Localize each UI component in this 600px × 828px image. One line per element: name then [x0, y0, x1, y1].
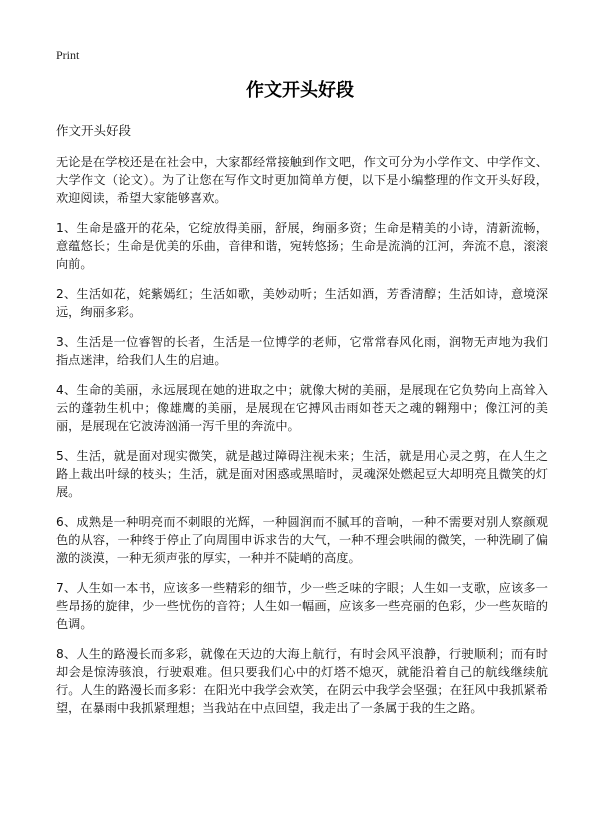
- document-title: 作文开头好段: [246, 80, 354, 101]
- document-body: [56, 122, 548, 729]
- paragraph-6: 6、成熟是一种明亮而不刺眼的光辉，一种圆润而不腻耳的音响，一种不需要对别人察颜观色的从容，一种终于停止了向周围申诉求告的大气，一种不理会哄闹的微笑，一种洗刷了偏激的淡漠，一种无须声张的厚实，一种并不陡峭的高度。: [56, 515, 548, 565]
- paragraph-3: 3、生活是一位睿智的长者，生活是一位博学的老师，它常常春风化雨，润物无声地为我们指点迷津，给我们人生的启迪。: [56, 335, 548, 367]
- print-link[interactable]: Print: [56, 48, 80, 62]
- paragraph-2: 2、生活如花，姹紫嫣红；生活如歌，美妙动听；生活如酒，芳香清醇；生活如诗，意境深远，绚丽多彩。: [56, 287, 548, 319]
- document-subtitle: 作文开头好段: [56, 123, 132, 138]
- intro-paragraph: 无论是在学校还是在社会中，大家都经常接触到作文吧，作文可分为小学作文、中学作文、大学作文（论文）。为了让您在写作文时更加简单方便，以下是小编整理的作文开头好段，欢迎阅读，希望大家能够喜欢。: [56, 155, 548, 205]
- paragraph-1: 1、生命是盛开的花朵，它绽放得美丽，舒展，绚丽多资；生命是精美的小诗，清新流畅，意蕴悠长；生命是优美的乐曲，音律和谐，宛转悠扬；生命是流淌的江河，奔流不息，滚滚向前。: [56, 221, 548, 271]
- paragraph-5: 5、生活，就是面对现实微笑，就是越过障碍注视未来；生活，就是用心灵之剪，在人生之路上裁出叶绿的枝头；生活，就是面对困惑或黑暗时，灵魂深处燃起豆大却明亮且微笑的灯展。: [56, 449, 548, 499]
- paragraph-7: 7、人生如一本书，应该多一些精彩的细节，少一些乏味的字眼；人生如一支歌，应该多一些昂扬的旋律，少一些忧伤的音符；人生如一幅画，应该多一些亮丽的色彩，少一些灰暗的色调。: [56, 581, 548, 631]
- paragraph-8: 8、人生的路漫长而多彩，就像在天边的大海上航行，有时会风平浪静，行驶顺利；而有时却会是惊涛骇浪，行驶艰难。但只要我们心中的灯塔不熄灭，就能沿着自己的航线继续航行。人生的路漫长而多彩：在阳光中我学会欢笑，在阴云中我学会坚强；在狂风中我抓紧希望，在暴雨中我抓紧理想；当我站在中点回望，我走出了一条属于我的生之路。: [56, 647, 548, 715]
- paragraph-4: 4、生命的美丽，永远展现在她的进取之中；就像大树的美丽，是展现在它负势向上高耸入云的蓬勃生机中；像雄鹰的美丽，是展现在它搏风击雨如苍天之魂的翱翔中；像江河的美丽，是展现在它波涛汹涌一泻千里的奔流中。: [56, 383, 548, 433]
